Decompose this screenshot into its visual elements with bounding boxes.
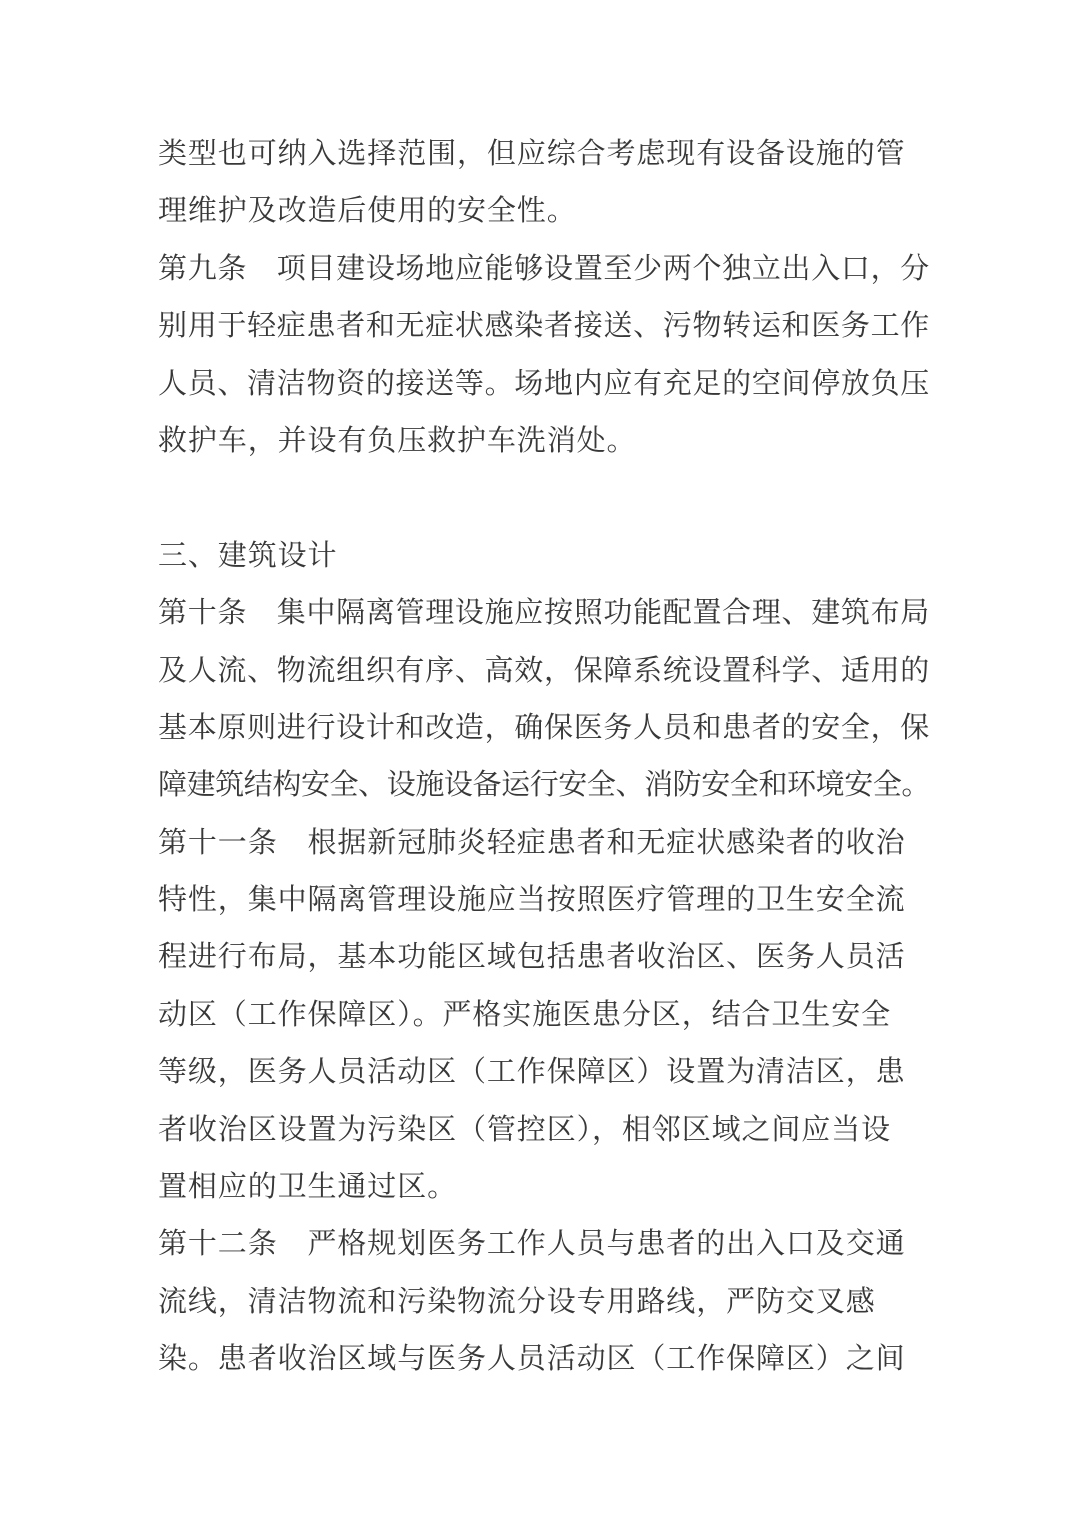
text-line: 第十二条 严格规划医务工作人员与患者的出入口及交通 bbox=[158, 1228, 906, 1261]
section-heading: 三、建筑设计 bbox=[158, 539, 338, 572]
text-line: 别用于轻症患者和无症状感染者接送、污物转运和医务工作 bbox=[158, 310, 931, 343]
text-line: 第十条 集中隔离管理设施应按照功能配置合理、建筑布局 bbox=[158, 597, 931, 630]
text-line: 流线，清洁物流和污染物流分设专用路线，严防交叉感 bbox=[158, 1285, 876, 1318]
text-line: 人员、清洁物资的接送等。场地内应有充足的空间停放负压 bbox=[158, 367, 931, 400]
text-line: 理维护及改造后使用的安全性。 bbox=[158, 195, 577, 228]
text-line: 置相应的卫生通过区。 bbox=[158, 1171, 458, 1204]
text-line: 第十一条 根据新冠肺炎轻症患者和无症状感染者的收治 bbox=[158, 826, 906, 859]
document-text-block bbox=[158, 126, 930, 1389]
text-line: 程进行布局，基本功能区域包括患者收治区、医务人员活 bbox=[158, 941, 906, 974]
text-line: 者收治区设置为污染区（管控区），相邻区域之间应当设 bbox=[158, 1113, 892, 1146]
text-line: 染。患者收治区域与医务人员活动区（工作保障区）之间 bbox=[158, 1343, 906, 1376]
text-line: 特性，集中隔离管理设施应当按照医疗管理的卫生安全流 bbox=[158, 884, 906, 917]
text-line: 等级，医务人员活动区（工作保障区）设置为清洁区，患 bbox=[158, 1056, 906, 1089]
text-line: 救护车，并设有负压救护车洗消处。 bbox=[158, 424, 637, 457]
text-line: 及人流、物流组织有序、高效，保障系统设置科学、适用的 bbox=[158, 654, 931, 687]
text-line: 类型也可纳入选择范围，但应综合考虑现有设备设施的管 bbox=[158, 138, 906, 170]
text-line: 第九条 项目建设场地应能够设置至少两个独立出入口，分 bbox=[158, 252, 931, 285]
text-line: 动区（工作保障区）。严格实施医患分区，结合卫生安全 bbox=[158, 998, 892, 1031]
text-line: 障建筑结构安全、设施设备运行安全、消防安全和环境安全。 bbox=[158, 769, 931, 802]
blank-line bbox=[158, 470, 930, 527]
text-line: 基本原则进行设计和改造，确保医务人员和患者的安全，保 bbox=[158, 711, 931, 744]
